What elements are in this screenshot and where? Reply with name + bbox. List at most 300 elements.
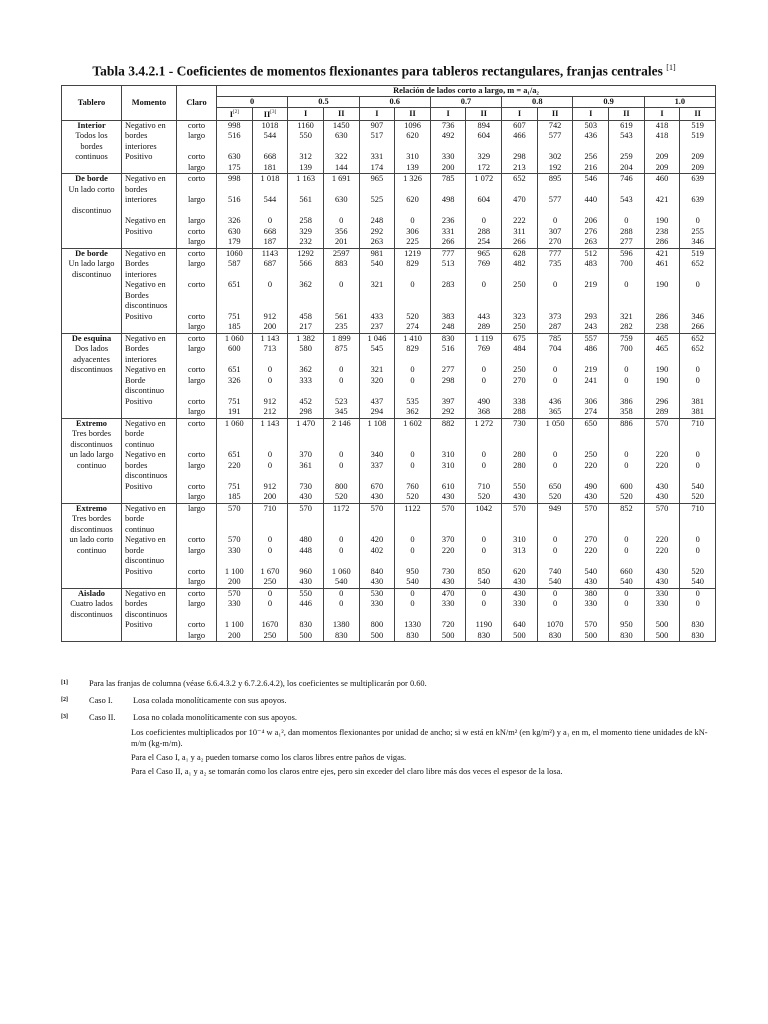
value-column: [644, 174, 680, 249]
header-case-label: I: [446, 108, 450, 118]
header-tablero: Tablero: [62, 86, 122, 121]
table-group: [62, 333, 716, 418]
header-case-0: [217, 108, 253, 121]
coefficient-cell: 965: [477, 248, 491, 258]
coefficient-cell: 520: [406, 311, 419, 321]
momento-label: discontinuo: [125, 556, 165, 566]
coefficient-cell: 480: [299, 535, 312, 545]
coefficient-cell: 430: [584, 492, 597, 502]
coefficient-cell: [645, 291, 680, 302]
coefficient-cell: [395, 440, 430, 451]
coefficient-cell: [253, 355, 288, 366]
header-ratio-4: 0.8: [502, 97, 573, 108]
coefficient-cell: 0: [481, 280, 486, 290]
coefficient-cell: [217, 610, 252, 621]
momento-cell: [122, 174, 177, 249]
coefficient-cell: [288, 440, 323, 451]
claro-label: [177, 429, 216, 440]
coefficient-cell: 710: [691, 418, 704, 428]
coefficient-cell: 0: [410, 375, 415, 385]
claro-label: corto: [187, 418, 206, 428]
coefficient-cell: 421: [655, 195, 669, 205]
claro-label: [177, 142, 216, 153]
coefficient-cell: [395, 142, 430, 153]
coefficient-cell: 421: [655, 248, 669, 258]
coefficient-cell: [466, 142, 501, 153]
coefficient-cell: [288, 206, 323, 217]
coefficient-cell: 241: [584, 375, 597, 385]
coefficient-cell: 720: [441, 620, 455, 630]
coefficient-cell: [680, 429, 715, 440]
coefficient-cell: 250: [584, 450, 597, 460]
coefficient-cell: 321: [620, 311, 633, 321]
coefficient-cell: [645, 185, 680, 196]
coefficient-cell: [573, 270, 608, 281]
coefficient-cell: [538, 514, 573, 525]
coefficient-cell: 0: [267, 460, 273, 470]
coefficient-cell: 430: [370, 492, 384, 502]
coefficient-cell: [324, 525, 359, 536]
coefficient-cell: 0: [624, 535, 629, 545]
coefficient-cell: 0: [339, 280, 344, 290]
coefficients-table: [61, 85, 716, 642]
header-case-9: [537, 108, 573, 121]
coefficient-cell: 333: [299, 375, 312, 385]
coefficient-cell: [324, 440, 359, 451]
coefficient-cell: 418: [655, 120, 669, 130]
coefficient-cell: 0: [339, 460, 344, 470]
coefficient-cell: 402: [370, 545, 384, 555]
coefficient-cell: 292: [370, 226, 384, 236]
title-text: Tabla 3.4.2.1 - Coeficientes de momentos flexionantes para tableros rectangulares, franjas centrales: [92, 63, 663, 79]
coefficient-cell: 174: [370, 162, 384, 172]
coefficient-cell: 381: [691, 407, 704, 417]
coefficient-cell: [395, 355, 430, 366]
momento-label: [122, 577, 176, 588]
coefficient-cell: [217, 206, 252, 217]
coefficient-cell: [288, 142, 323, 153]
coefficient-cell: [609, 440, 644, 451]
coefficient-cell: [395, 429, 430, 440]
coefficient-cell: [217, 185, 252, 196]
coefficient-cell: 704: [548, 344, 562, 354]
coefficient-cell: [360, 142, 395, 153]
coefficient-cell: 1160: [297, 120, 314, 130]
value-column: [395, 588, 431, 642]
tablero-subtitle: discontinuos: [70, 439, 113, 449]
tablero-cell: [62, 333, 122, 418]
coefficient-cell: 577: [548, 195, 562, 205]
coefficient-cell: 830: [691, 630, 704, 640]
coefficient-cell: 1 670: [260, 566, 280, 576]
coefficient-cell: [324, 610, 359, 621]
coefficient-cell: 0: [267, 535, 273, 545]
coefficient-cell: 331: [441, 226, 455, 236]
coefficient-cell: 570: [441, 503, 455, 513]
momento-cell: [122, 588, 177, 642]
coefficient-cell: [217, 142, 252, 153]
coefficient-cell: [253, 514, 288, 525]
coefficient-cell: [395, 610, 430, 621]
coefficient-cell: 220: [655, 535, 669, 545]
value-column: [252, 120, 288, 174]
coefficient-cell: [538, 556, 573, 567]
header-case-1: [252, 108, 288, 121]
coefficient-cell: 276: [584, 226, 597, 236]
coefficient-cell: 266: [691, 322, 704, 332]
coefficient-cell: 201: [334, 237, 348, 247]
value-column: [466, 588, 502, 642]
header-case-7: [466, 108, 502, 121]
coefficient-cell: 1292: [297, 248, 314, 258]
coefficient-cell: [538, 610, 573, 621]
header-case-sup: [3]: [270, 110, 277, 115]
coefficient-cell: 520: [620, 492, 633, 502]
coefficient-cell: [217, 471, 252, 482]
coefficient-cell: 530: [370, 588, 384, 598]
coefficient-cell: 912: [263, 311, 277, 321]
coefficient-cell: [431, 556, 466, 567]
value-column: [466, 174, 502, 249]
coefficient-cell: 418: [655, 131, 669, 141]
claro-label: corto: [187, 226, 206, 236]
value-column: [502, 333, 538, 418]
coefficient-cell: 630: [228, 226, 241, 236]
coefficient-cell: [502, 429, 537, 440]
coefficient-cell: 220: [441, 545, 455, 555]
table-group: [62, 418, 716, 503]
coefficient-cell: 0: [410, 599, 415, 609]
value-column: [644, 588, 680, 642]
coefficient-cell: 181: [263, 162, 277, 172]
coefficient-cell: 310: [513, 535, 526, 545]
coefficient-cell: [609, 291, 644, 302]
coefficient-cell: 280: [513, 450, 526, 460]
coefficient-cell: 486: [584, 344, 597, 354]
coefficient-cell: [538, 185, 573, 196]
coefficient-cell: [431, 386, 466, 397]
momento-label: [122, 322, 176, 333]
coefficient-cell: [395, 471, 430, 482]
coefficient-cell: 730: [299, 481, 312, 491]
tablero-title: Aislado: [78, 588, 105, 598]
coefficient-cell: 0: [624, 450, 629, 460]
value-column: [252, 248, 288, 333]
claro-label: largo: [187, 344, 206, 354]
coefficient-cell: 540: [334, 577, 348, 587]
coefficient-cell: 144: [334, 162, 348, 172]
coefficient-cell: 0: [624, 365, 629, 375]
value-column: [217, 248, 253, 333]
momento-label: Positivo: [125, 566, 153, 576]
coefficient-cell: 1042: [475, 503, 493, 513]
coefficient-cell: 570: [299, 503, 312, 513]
coefficient-cell: [431, 471, 466, 482]
coefficient-cell: 238: [655, 322, 669, 332]
coefficient-cell: [360, 556, 395, 567]
coefficient-cell: 1096: [404, 120, 421, 130]
coefficient-cell: [645, 270, 680, 281]
coefficient-cell: 1380: [332, 620, 350, 630]
page-title: [0, 63, 768, 80]
coefficient-cell: [573, 206, 608, 217]
claro-label: [177, 185, 216, 196]
coefficient-cell: [324, 355, 359, 366]
coefficient-cell: 540: [584, 566, 597, 576]
coefficient-cell: [680, 206, 715, 217]
value-column: [323, 174, 359, 249]
coefficient-cell: 0: [695, 216, 700, 226]
coefficient-cell: [609, 142, 644, 153]
momento-label: Negativo en: [125, 216, 166, 226]
coefficient-cell: 540: [691, 577, 704, 587]
value-column: [537, 174, 573, 249]
coefficient-cell: [538, 301, 573, 312]
coefficient-cell: 448: [299, 545, 312, 555]
tablero-title: De borde: [75, 248, 108, 258]
value-column: [573, 120, 609, 174]
coefficient-cell: 191: [228, 407, 241, 417]
coefficient-cell: 570: [228, 503, 241, 513]
claro-label: corto: [187, 120, 206, 130]
value-column: [359, 503, 395, 588]
coefficient-cell: [217, 291, 252, 302]
claro-label: largo: [187, 237, 206, 247]
coefficient-cell: 256: [584, 152, 597, 162]
coefficient-cell: [538, 525, 573, 536]
coefficient-cell: 298: [513, 152, 526, 162]
coefficient-cell: 274: [584, 407, 597, 417]
coefficient-cell: 0: [552, 545, 558, 555]
coefficient-cell: 500: [370, 630, 384, 640]
coefficient-cell: 484: [513, 344, 526, 354]
tablero-subtitle: discontinuo: [71, 269, 112, 279]
value-column: [680, 248, 716, 333]
coefficient-cell: [217, 440, 252, 451]
coefficient-cell: [395, 301, 430, 312]
coefficient-cell: 358: [620, 407, 633, 417]
tablero-cell: [62, 120, 122, 174]
coefficient-cell: 254: [477, 237, 491, 247]
momento-label: Bordes: [125, 290, 149, 300]
coefficient-cell: 330: [655, 599, 669, 609]
value-column: [288, 248, 324, 333]
value-column: [502, 588, 538, 642]
coefficient-cell: 1 410: [403, 333, 422, 343]
coefficient-cell: 639: [691, 174, 704, 184]
coefficient-cell: 313: [513, 545, 526, 555]
coefficient-cell: 1 018: [260, 174, 280, 184]
coefficient-cell: 397: [441, 396, 455, 406]
momento-label: Bordes: [125, 344, 149, 354]
tablero-subtitle: discontinuos: [70, 365, 113, 375]
coefficient-cell: [609, 471, 644, 482]
coefficient-cell: [502, 185, 537, 196]
header-case-label: II: [337, 108, 345, 118]
coefficient-cell: 660: [620, 566, 633, 576]
tablero-subtitle: continuos: [75, 152, 108, 162]
coefficient-cell: 1 143: [260, 418, 280, 428]
value-column: [644, 503, 680, 588]
coefficient-cell: 519: [691, 131, 704, 141]
coefficient-cell: 570: [228, 535, 241, 545]
coefficient-cell: [538, 270, 573, 281]
coefficient-cell: [431, 514, 466, 525]
coefficient-cell: [573, 514, 608, 525]
footnote-2-label: Caso I.: [89, 695, 113, 705]
coefficient-cell: 270: [548, 237, 562, 247]
coefficient-cell: 981: [370, 248, 384, 258]
coefficient-cell: 492: [441, 131, 455, 141]
coefficient-cell: 498: [441, 195, 455, 205]
value-column: [466, 120, 502, 174]
header-case-5: [395, 108, 431, 121]
coefficient-cell: 204: [620, 162, 633, 172]
claro-label: largo: [187, 599, 206, 609]
coefficient-cell: [573, 471, 608, 482]
value-column: [359, 248, 395, 333]
coefficient-cell: 266: [441, 237, 455, 247]
tablero-subtitle: bordes: [80, 141, 103, 151]
coefficient-cell: 639: [691, 195, 704, 205]
coefficient-cell: 550: [513, 481, 526, 491]
coefficient-cell: 0: [552, 450, 558, 460]
coefficient-cell: 430: [370, 577, 384, 587]
coefficient-cell: 192: [548, 162, 562, 172]
coefficient-cell: [324, 185, 359, 196]
coefficient-cell: 263: [584, 237, 597, 247]
coefficient-cell: 430: [299, 492, 312, 502]
coefficient-cell: 217: [299, 322, 312, 332]
header-ratio-3: 0.7: [430, 97, 501, 108]
coefficient-cell: 2 146: [331, 418, 351, 428]
value-column: [217, 333, 253, 418]
coefficient-cell: 610: [441, 481, 455, 491]
coefficient-cell: 540: [620, 577, 633, 587]
coefficient-cell: 380: [584, 588, 597, 598]
value-column: [430, 333, 466, 418]
coefficient-cell: 520: [406, 492, 419, 502]
momento-label: discontinuos: [125, 301, 168, 311]
claro-label: [177, 514, 216, 525]
coefficient-cell: [360, 429, 395, 440]
coefficient-cell: [395, 386, 430, 397]
coefficient-cell: [253, 556, 288, 567]
coefficient-cell: 430: [655, 566, 669, 576]
coefficient-cell: 266: [513, 237, 526, 247]
claro-label: largo: [187, 195, 206, 205]
coefficient-cell: [324, 386, 359, 397]
value-column: [252, 418, 288, 503]
coefficient-cell: [395, 270, 430, 281]
coefficient-cell: 187: [263, 237, 277, 247]
coefficient-cell: 577: [548, 131, 562, 141]
coefficient-cell: 321: [370, 365, 384, 375]
value-column: [288, 418, 324, 503]
coefficient-cell: 751: [228, 481, 241, 491]
momento-label: Negativo en: [125, 365, 166, 375]
coefficient-cell: [680, 301, 715, 312]
momento-cell: [122, 333, 177, 418]
coefficient-cell: 288: [513, 407, 526, 417]
coefficient-cell: 310: [406, 152, 419, 162]
coefficient-cell: 274: [406, 322, 419, 332]
table-group: [62, 174, 716, 249]
coefficient-cell: 307: [548, 226, 562, 236]
coefficient-cell: [466, 514, 501, 525]
tablero-title: Extremo: [75, 418, 107, 428]
value-column: [288, 333, 324, 418]
header-case-label: I: [517, 108, 522, 118]
coefficient-cell: [609, 355, 644, 366]
momento-label: bordes: [125, 460, 148, 470]
coefficient-cell: 220: [584, 460, 597, 470]
coefficient-cell: [288, 355, 323, 366]
coefficient-cell: [431, 291, 466, 302]
coefficient-cell: 446: [299, 599, 312, 609]
coefficient-cell: [288, 291, 323, 302]
momento-label: discontinuos: [125, 609, 168, 619]
coefficient-cell: 298: [441, 375, 455, 385]
coefficient-cell: 580: [299, 344, 312, 354]
coefficient-cell: [431, 610, 466, 621]
coefficient-cell: 238: [655, 226, 669, 236]
coefficient-cell: [466, 429, 501, 440]
coefficient-cell: 212: [263, 407, 277, 417]
tablero-subtitle: discontinuos: [70, 609, 113, 619]
coefficient-cell: [360, 291, 395, 302]
value-column: [430, 503, 466, 588]
coefficient-cell: 356: [334, 226, 348, 236]
coefficient-cell: 596: [620, 248, 633, 258]
coefficient-cell: 735: [548, 259, 562, 269]
coefficient-cell: 0: [624, 599, 629, 609]
claro-label: corto: [187, 450, 206, 460]
coefficient-cell: 340: [370, 450, 384, 460]
coefficient-cell: 998: [228, 174, 241, 184]
coefficient-cell: 1 060: [331, 566, 351, 576]
coefficient-cell: 237: [370, 322, 384, 332]
coefficient-cell: 0: [624, 375, 629, 385]
coefficient-cell: [217, 355, 252, 366]
momento-label: bordes: [125, 599, 148, 609]
coefficient-cell: 886: [620, 418, 633, 428]
value-column: [252, 333, 288, 418]
coefficient-cell: 830: [334, 630, 348, 640]
coefficient-cell: [645, 142, 680, 153]
value-column: [609, 333, 645, 418]
coefficient-cell: [431, 301, 466, 312]
coefficient-cell: 0: [695, 545, 700, 555]
coefficient-cell: [360, 301, 395, 312]
value-column: [537, 503, 573, 588]
coefficient-cell: 1 060: [224, 418, 244, 428]
value-column: [252, 174, 288, 249]
coefficient-cell: [502, 440, 537, 451]
value-column: [573, 418, 609, 503]
coefficient-cell: [680, 440, 715, 451]
claro-label: largo: [187, 322, 206, 332]
coefficient-cell: 600: [620, 481, 633, 491]
coefficient-cell: [573, 610, 608, 621]
header-case-13: [680, 108, 716, 121]
coefficient-cell: 730: [513, 418, 526, 428]
coefficient-cell: 259: [620, 152, 633, 162]
coefficient-cell: 0: [624, 216, 629, 226]
header-case-3: [323, 108, 359, 121]
coefficient-cell: 0: [267, 545, 273, 555]
coefficient-cell: 561: [299, 195, 312, 205]
